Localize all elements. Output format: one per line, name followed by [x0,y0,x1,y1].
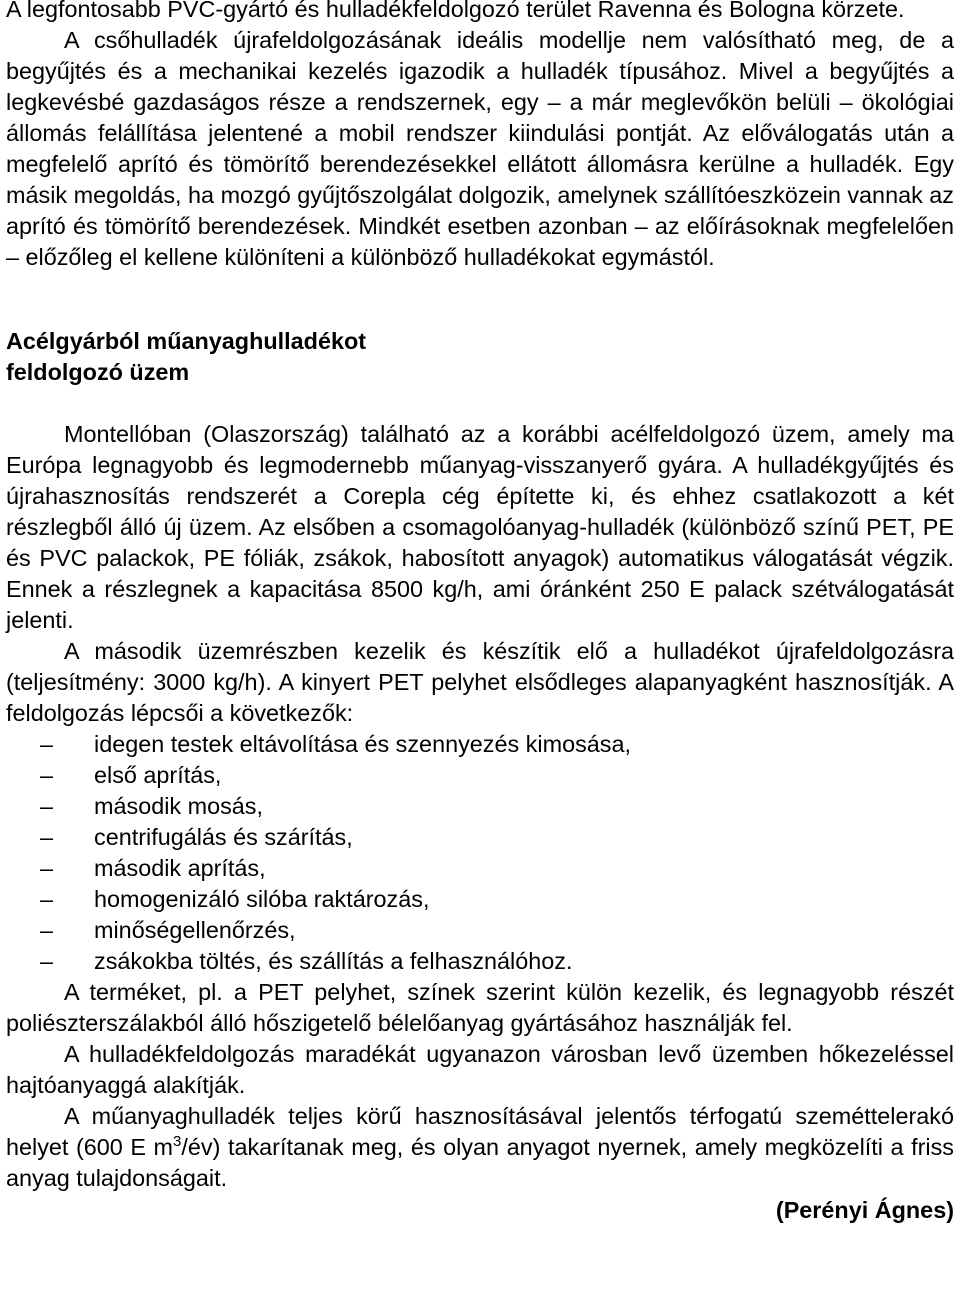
intro-paragraph-2 [6,25,954,273]
step-text: második aprítás, [94,855,266,881]
dash-bullet: – [40,762,54,788]
step-text: második mosás, [94,793,263,819]
cubic-superscript: 3 [173,1133,182,1150]
list-item [6,884,954,915]
section-paragraph-2: A második üzemrészben kezelik és készítik elő a hulladékot újrafeldolgozásra (teljesítmény: 3000 kg/h). A kinyert PET pelyhet elsődleges alapanyagként hasznosítják. A feldolgozás lépcsői a következők: [6,638,954,726]
list-item [6,915,954,946]
list-item [6,729,954,760]
step-text: minőségellenőrzés, [94,917,296,943]
section-paragraph-3: A terméket, pl. a PET pelyhet, színek szerint külön kezelik, és legnagyobb részét poliészterszálakból álló hőszigetelő bélelőanyag gyártásához használják fel. [6,979,954,1036]
step-text: idegen testek eltávolítása és szennyezés kimosása, [94,731,631,757]
section-heading-line-1: Acélgyárból műanyaghulladékot [6,328,367,354]
step-text: zsákokba töltés, és szállítás a felhasználóhoz. [94,948,573,974]
processing-steps-list [6,729,954,977]
step-text: centrifugálás és szárítás, [94,824,353,850]
dash-bullet: – [40,886,54,912]
dash-bullet: – [40,824,54,850]
step-text: első aprítás, [94,762,222,788]
intro-paragraph-2-text: A csőhulladék újrafeldolgozásának ideális modellje nem valósítható meg, de a begyűjtés és a mechanikai kezelés igazodik a hulladék típusához. Mivel a begyűjtés a legkevésbé gazdaságos része a rendszernek, egy – a már meglevőkön belüli – ökológiai állomás felállítása jelentené a mobil rendszer kiindulási pontját. Az előválogatás után a megfelelő aprító és tömörítő berendezésekkel ellátott állomásra kerülne a hulladék. Egy másik megoldás, ha mozgó gyűjtőszolgálat dolgozik, amelynek szállítóeszközein vannak az aprító és tömörítő berendezések. Mindkét esetben azonban – az előírásoknak megfelelően – előzőleg el kellene különíteni a különböző hulladékokat egymástól. [6,27,954,270]
list-item [6,760,954,791]
document-page [6,0,954,1226]
paragraph-5-text-end: /év) takarítanak meg, és olyan anyagot nyernek, amely megközelíti a friss anyag tulajdonságait. [6,1134,954,1191]
dash-bullet: – [40,948,54,974]
dash-bullet: – [40,793,54,819]
dash-bullet: – [40,917,54,943]
section-heading [6,326,954,388]
dash-bullet: – [40,855,54,881]
dash-bullet: – [40,731,54,757]
paragraph-5-text-start: A műanyaghulladék teljes körű hasznosításával jelentős térfogatú szeméttelerakó helyet (600 E m [6,1103,954,1160]
intro-paragraph-1: A legfontosabb PVC-gyártó és hulladékfeldolgozó terület Ravenna és Bologna körzete. [6,0,905,22]
section-paragraph-5 [6,1101,954,1194]
step-text: homogenizáló silóba raktározás, [94,886,430,912]
list-item [6,853,954,884]
section-heading-line-2: feldolgozó üzem [6,359,190,385]
author-signature: (Perényi Ágnes) [775,1197,954,1223]
list-item [6,946,954,977]
list-item [6,791,954,822]
section-body [6,419,954,1226]
section-paragraph-1: Montellóban (Olaszország) található az a korábbi acélfeldolgozó üzem, amely ma Európa legnagyobb és legmodernebb műanyag-visszanyerő gyára. A hulladékgyűjtés és újrahasznosítás rendszerét a Corepla cég építette ki, és ehhez csatlakozott a két részlegből álló új üzem. Az elsőben a csomagolóanyag-hulladék (különböző színű PET, PE és PVC palackok, PE fóliák, zsákok, habosított anyagok) automatikus válogatását végzik. Ennek a részlegnek a kapacitása 8500 kg/h, ami óránként 250 E palack szétválogatását jelenti. [6,421,954,633]
list-item [6,822,954,853]
section-paragraph-4: A hulladékfeldolgozás maradékát ugyanazon városban levő üzemben hőkezeléssel hajtóanyaggá alakítják. [6,1041,954,1098]
